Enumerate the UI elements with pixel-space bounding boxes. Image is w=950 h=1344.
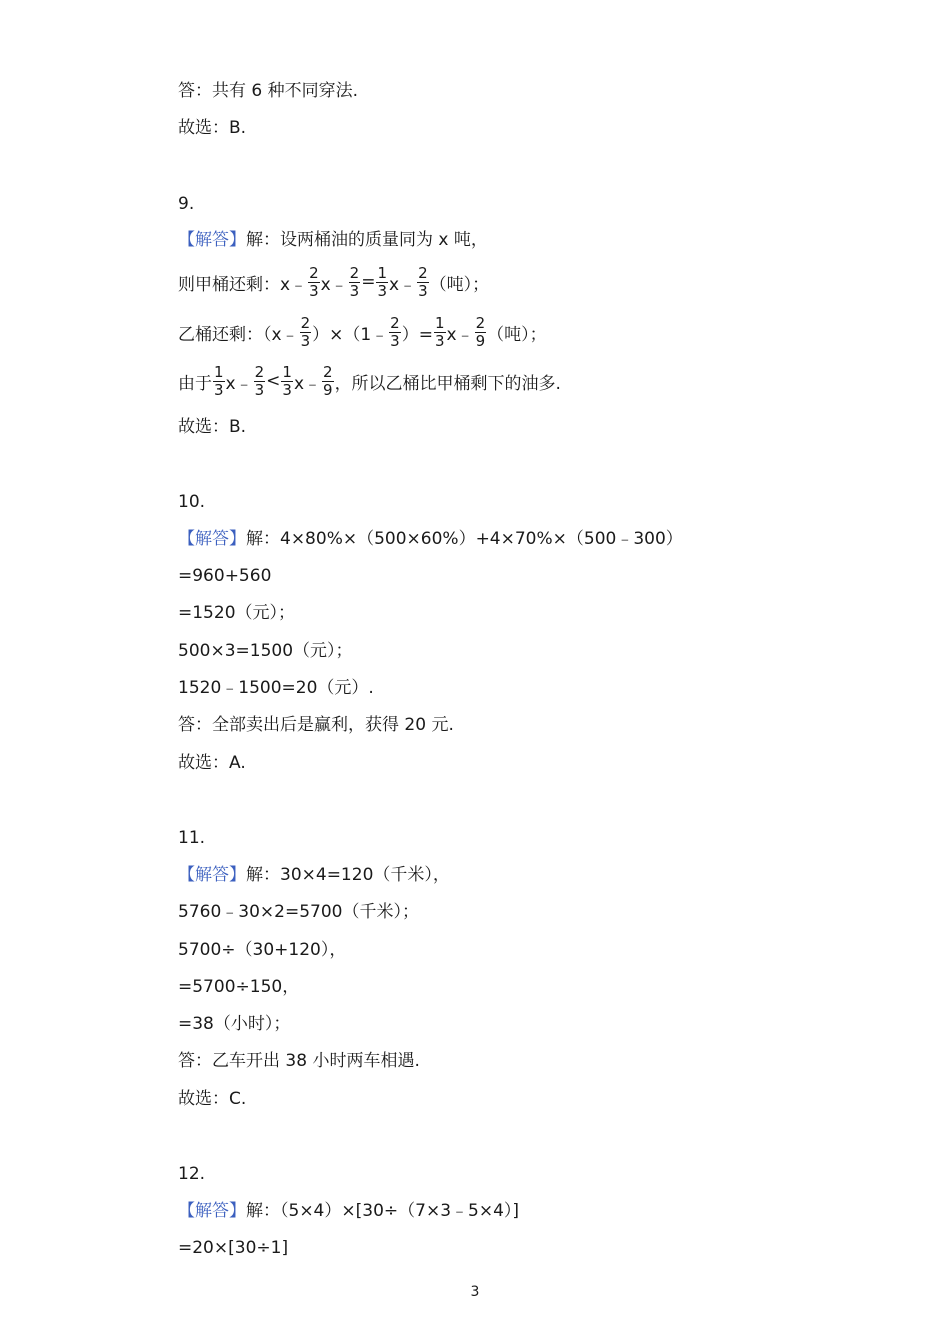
solution-line: =38（小时）； [178, 1014, 291, 1034]
fraction: $\frac{1}{3}$ [377, 263, 388, 300]
fraction: $\frac{2}{9}$ [475, 313, 486, 350]
choice-line: 故选：A. [178, 753, 246, 773]
solution-line: 【解答】解：设两桶油的质量同为 x 吨， [178, 230, 488, 250]
solution-line: =5700÷150， [178, 977, 300, 997]
solution-line: =20×[30÷1] [178, 1238, 289, 1258]
question-number: 9. [178, 194, 195, 214]
fraction: $\frac{2}{3}$ [349, 263, 360, 300]
solution-line: 1520﹣1500=20（元）. [178, 678, 374, 698]
answer-tag: 【解答】 [178, 529, 246, 549]
answer-tag: 【解答】 [178, 1201, 246, 1221]
fraction: $\frac{2}{3}$ [390, 313, 400, 350]
solution-line: 5700÷（30+120）， [178, 940, 347, 960]
solution-line: 500×3=1500（元）； [178, 641, 353, 661]
fraction: $\frac{2}{3}$ [254, 362, 265, 399]
question-number: 10. [178, 492, 206, 512]
choice-line: 故选：B. [178, 417, 247, 437]
fraction: $\frac{2}{3}$ [300, 313, 311, 350]
formula-line: 乙桶还剩：（x﹣ $\frac{2}{3}$ ）×（1﹣ $\frac{2}{3}$ ）= $\frac{1}{3}$ x﹣ $\frac{2}{9}$ （吨）； [178, 313, 547, 350]
solution-line: =960+560 [178, 566, 272, 586]
choice-line: 故选：B. [178, 118, 247, 138]
question-number: 11. [178, 828, 206, 848]
fraction: $\frac{2}{9}$ [323, 362, 333, 399]
solution-line: 【解答】解：（5×4）×[30÷（7×3﹣5×4）] [178, 1201, 520, 1221]
solution-line: 5760﹣30×2=5700（千米）； [178, 902, 419, 922]
fraction: $\frac{1}{3}$ [282, 362, 292, 399]
question-number: 12. [178, 1164, 206, 1184]
page-number: 3 [470, 1284, 480, 1300]
answer-line: 答：乙车开出 38 小时两车相遇. [178, 1051, 420, 1071]
fraction: $\frac{1}{3}$ [434, 313, 445, 350]
solution-line: 【解答】解：30×4=120（千米）， [178, 865, 450, 885]
answer-line: 答：共有 6 种不同穿法. [178, 81, 359, 101]
formula-line: 由于 $\frac{1}{3}$ x﹣ $\frac{2}{3}$ < $\frac{1}{3}$ x﹣ $\frac{2}{9}$ ，所以乙桶比甲桶剩下的油多. [178, 362, 561, 399]
solution-line: 【解答】解：4×80%×（500×60%）+4×70%×（500﹣300） [178, 529, 683, 549]
fraction: $\frac{2}{3}$ [418, 263, 428, 300]
formula-line: 则甲桶还剩：x﹣ $\frac{2}{3}$ x﹣ $\frac{2}{3}$ = $\frac{1}{3}$ x﹣ $\frac{2}{3}$ （吨）； [178, 263, 490, 300]
answer-line: 答：全部卖出后是赢利，获得 20 元. [178, 715, 454, 735]
fraction: $\frac{2}{3}$ [309, 263, 319, 300]
fraction: $\frac{1}{3}$ [214, 362, 224, 399]
answer-tag: 【解答】 [178, 230, 246, 250]
solution-line: =1520（元）； [178, 603, 296, 623]
answer-tag: 【解答】 [178, 865, 246, 885]
choice-line: 故选：C. [178, 1089, 247, 1109]
